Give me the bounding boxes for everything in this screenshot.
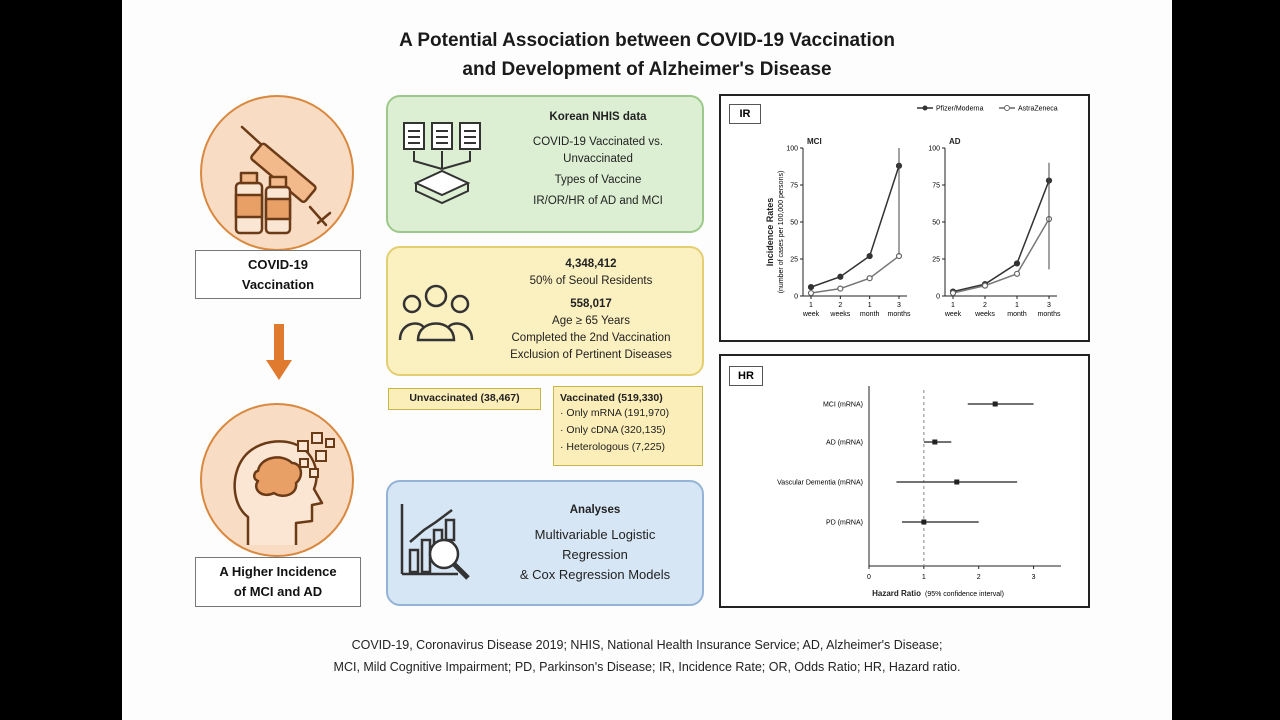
mci-xtick-label: 2 <box>838 302 843 309</box>
ad-ytick-label: 50 <box>932 219 940 227</box>
outcome-label <box>195 557 361 607</box>
data-card-heading: Korean NHIS data <box>549 111 647 123</box>
ad-point <box>1015 261 1020 266</box>
data-card-line-1: COVID-19 Vaccinated vs. <box>532 136 664 148</box>
analyses-line-2: Regression <box>562 547 628 562</box>
mci-xtick-sublabel: weeks <box>830 311 851 318</box>
mci-point <box>809 291 814 296</box>
vaccinated-item-2: · Only cDNA (320,135) <box>560 424 666 436</box>
data-card-line-3: Types of Vaccine <box>554 174 642 186</box>
analyses-line-1: Multivariable Logistic <box>534 527 656 542</box>
ad-xtick-label: 3 <box>1047 302 1051 309</box>
hr-tag: HR <box>729 366 763 386</box>
cohort-line-3: Exclusion of Pertinent Diseases <box>510 349 672 361</box>
mci-ytick-label: 25 <box>790 256 798 264</box>
mci-xtick-label: 3 <box>897 302 901 309</box>
hr-xlabel-note: (95% confidence interval) <box>925 591 1004 598</box>
legend-label-az: AstraZeneca <box>1018 105 1058 113</box>
hr-point <box>954 480 959 485</box>
mci-ytick-label: 75 <box>790 182 798 190</box>
hr-point <box>932 440 937 445</box>
vaccine-circle <box>200 95 354 251</box>
legend-marker-az <box>1005 106 1010 111</box>
legend-label-pfizer: Pfizer/Moderna <box>936 105 984 113</box>
footer-line-1: COVID-19, Coronavirus Disease 2019; NHIS, National Health Insurance Service; AD, Alzheimer's Disease; <box>351 638 943 652</box>
down-arrow-icon <box>264 322 294 384</box>
ad-ytick-label: 75 <box>932 182 940 190</box>
outcome-label-line-2: of MCI and AD <box>233 584 323 599</box>
ir-ylabel-units: (number of cases per 100,000 persons) <box>778 170 785 294</box>
footer-line-2: MCI, Mild Cognitive Impairment; PD, Parkinson's Disease; IR, Incidence Rate; OR, Odds Ratio; HR, Hazard ratio. <box>333 660 961 674</box>
ad-xtick-label: 1 <box>1015 302 1019 309</box>
hr-xtick-label: 1 <box>921 574 926 581</box>
ad-series-line-1 <box>953 219 1049 293</box>
mci-point <box>867 276 872 281</box>
ad-point <box>1015 271 1020 276</box>
ad-xtick-sublabel: week <box>944 311 962 318</box>
analyses-card <box>386 480 704 606</box>
mci-xtick-label: 1 <box>867 302 872 309</box>
hr-plot <box>777 386 1061 581</box>
ad-xtick-sublabel: month <box>1007 311 1027 318</box>
mci-ytick-label: 0 <box>794 293 798 301</box>
outcome-label-line-1: A Higher Incidence <box>219 564 337 579</box>
hr-row-label: PD (mRNA) <box>826 519 863 527</box>
hr-chart <box>721 356 1088 606</box>
mci-xtick-sublabel: months <box>887 311 911 318</box>
ad-plot <box>928 146 1061 319</box>
cohort-n1-desc: 50% of Seoul Residents <box>529 275 653 287</box>
vaccinated-heading: Vaccinated (519,330) <box>560 392 663 404</box>
ad-xtick-sublabel: months <box>1037 311 1061 318</box>
vaccinated-item-3: · Heterologous (7,225) <box>560 441 666 453</box>
hr-row-label: Vascular Dementia (mRNA) <box>777 479 863 487</box>
ir-ylabel: Incidence Rates <box>765 197 775 267</box>
hr-xtick-label: 2 <box>976 574 981 581</box>
mci-ytick-label: 100 <box>786 145 798 153</box>
cohort-line-1: Age ≥ 65 Years <box>552 315 630 327</box>
vaccination-label <box>195 250 361 299</box>
title-line-2: and Development of Alzheimer's Disease <box>462 59 832 80</box>
cohort-card <box>386 246 704 376</box>
brain-circle <box>200 403 354 557</box>
data-card-line-2: Unvaccinated <box>563 153 633 165</box>
ad-series-line-0 <box>953 181 1049 292</box>
mci-point <box>838 274 843 279</box>
ir-tag: IR <box>729 104 761 124</box>
ad-xtick-label: 1 <box>951 302 955 309</box>
ad-ytick-label: 0 <box>936 293 940 301</box>
vaccination-label-line-2: Vaccination <box>241 276 315 292</box>
mci-ytick-label: 50 <box>790 219 798 227</box>
legend-marker-pfizer <box>923 106 928 111</box>
mci-xtick-sublabel: month <box>859 311 880 318</box>
data-card-line-4: IR/OR/HR of AD and MCI <box>533 195 663 207</box>
mci-point <box>838 286 843 291</box>
page-title <box>122 26 1172 84</box>
brain-head-icon <box>202 405 352 555</box>
poster <box>122 0 1172 720</box>
ad-point <box>983 283 988 288</box>
hr-xlabel: Hazard Ratio <box>872 589 921 598</box>
ir-legend <box>917 106 1058 113</box>
hr-row-label: AD (mRNA) <box>826 439 863 447</box>
mci-xtick-sublabel: week <box>802 311 820 318</box>
vaccine-syringe-icon <box>202 97 352 249</box>
ad-xtick-label: 2 <box>983 302 987 309</box>
ir-panel <box>719 94 1090 342</box>
ad-subtitle: AD <box>949 137 961 146</box>
vaccination-label-line-1: COVID-19 <box>248 256 308 272</box>
analyses-heading: Analyses <box>569 504 621 516</box>
mci-subtitle: MCI <box>807 137 822 146</box>
ad-point <box>951 291 956 296</box>
mci-series-line-1 <box>811 256 899 293</box>
title-line-1: A Potential Association between COVID-19 Vaccination <box>399 30 895 51</box>
analysis-chart-magnifier-icon <box>398 500 484 588</box>
unvaccinated-box: Unvaccinated (38,467) <box>388 388 541 410</box>
cohort-card-text <box>484 256 698 364</box>
hr-panel <box>719 354 1090 608</box>
people-group-icon <box>398 282 474 344</box>
database-documents-icon <box>402 121 486 209</box>
cohort-n1: 4,348,412 <box>565 258 617 270</box>
hr-point <box>921 520 926 525</box>
data-card-text <box>498 109 698 210</box>
hr-xtick-label: 3 <box>1031 574 1036 581</box>
mci-point <box>867 254 872 259</box>
cohort-n2: 558,017 <box>570 298 612 310</box>
analyses-card-text <box>492 502 698 585</box>
vaccinated-item-1: · Only mRNA (191,970) <box>560 407 670 419</box>
vaccinated-box <box>553 386 703 466</box>
mci-xtick-label: 1 <box>809 302 813 309</box>
mci-plot <box>786 146 911 319</box>
ad-xtick-sublabel: weeks <box>975 311 995 318</box>
cohort-line-2: Completed the 2nd Vaccination <box>511 332 671 344</box>
data-card <box>386 95 704 233</box>
hr-point <box>993 402 998 407</box>
hr-row-label: MCI (mRNA) <box>822 401 863 409</box>
mci-series-line-0 <box>811 166 899 287</box>
ad-ytick-label: 25 <box>932 256 940 264</box>
ad-ytick-label: 100 <box>928 145 940 153</box>
hr-xtick-label: 0 <box>867 574 871 581</box>
mci-point <box>809 285 814 290</box>
analyses-line-3: & Cox Regression Models <box>519 567 671 582</box>
ir-chart <box>721 96 1088 340</box>
